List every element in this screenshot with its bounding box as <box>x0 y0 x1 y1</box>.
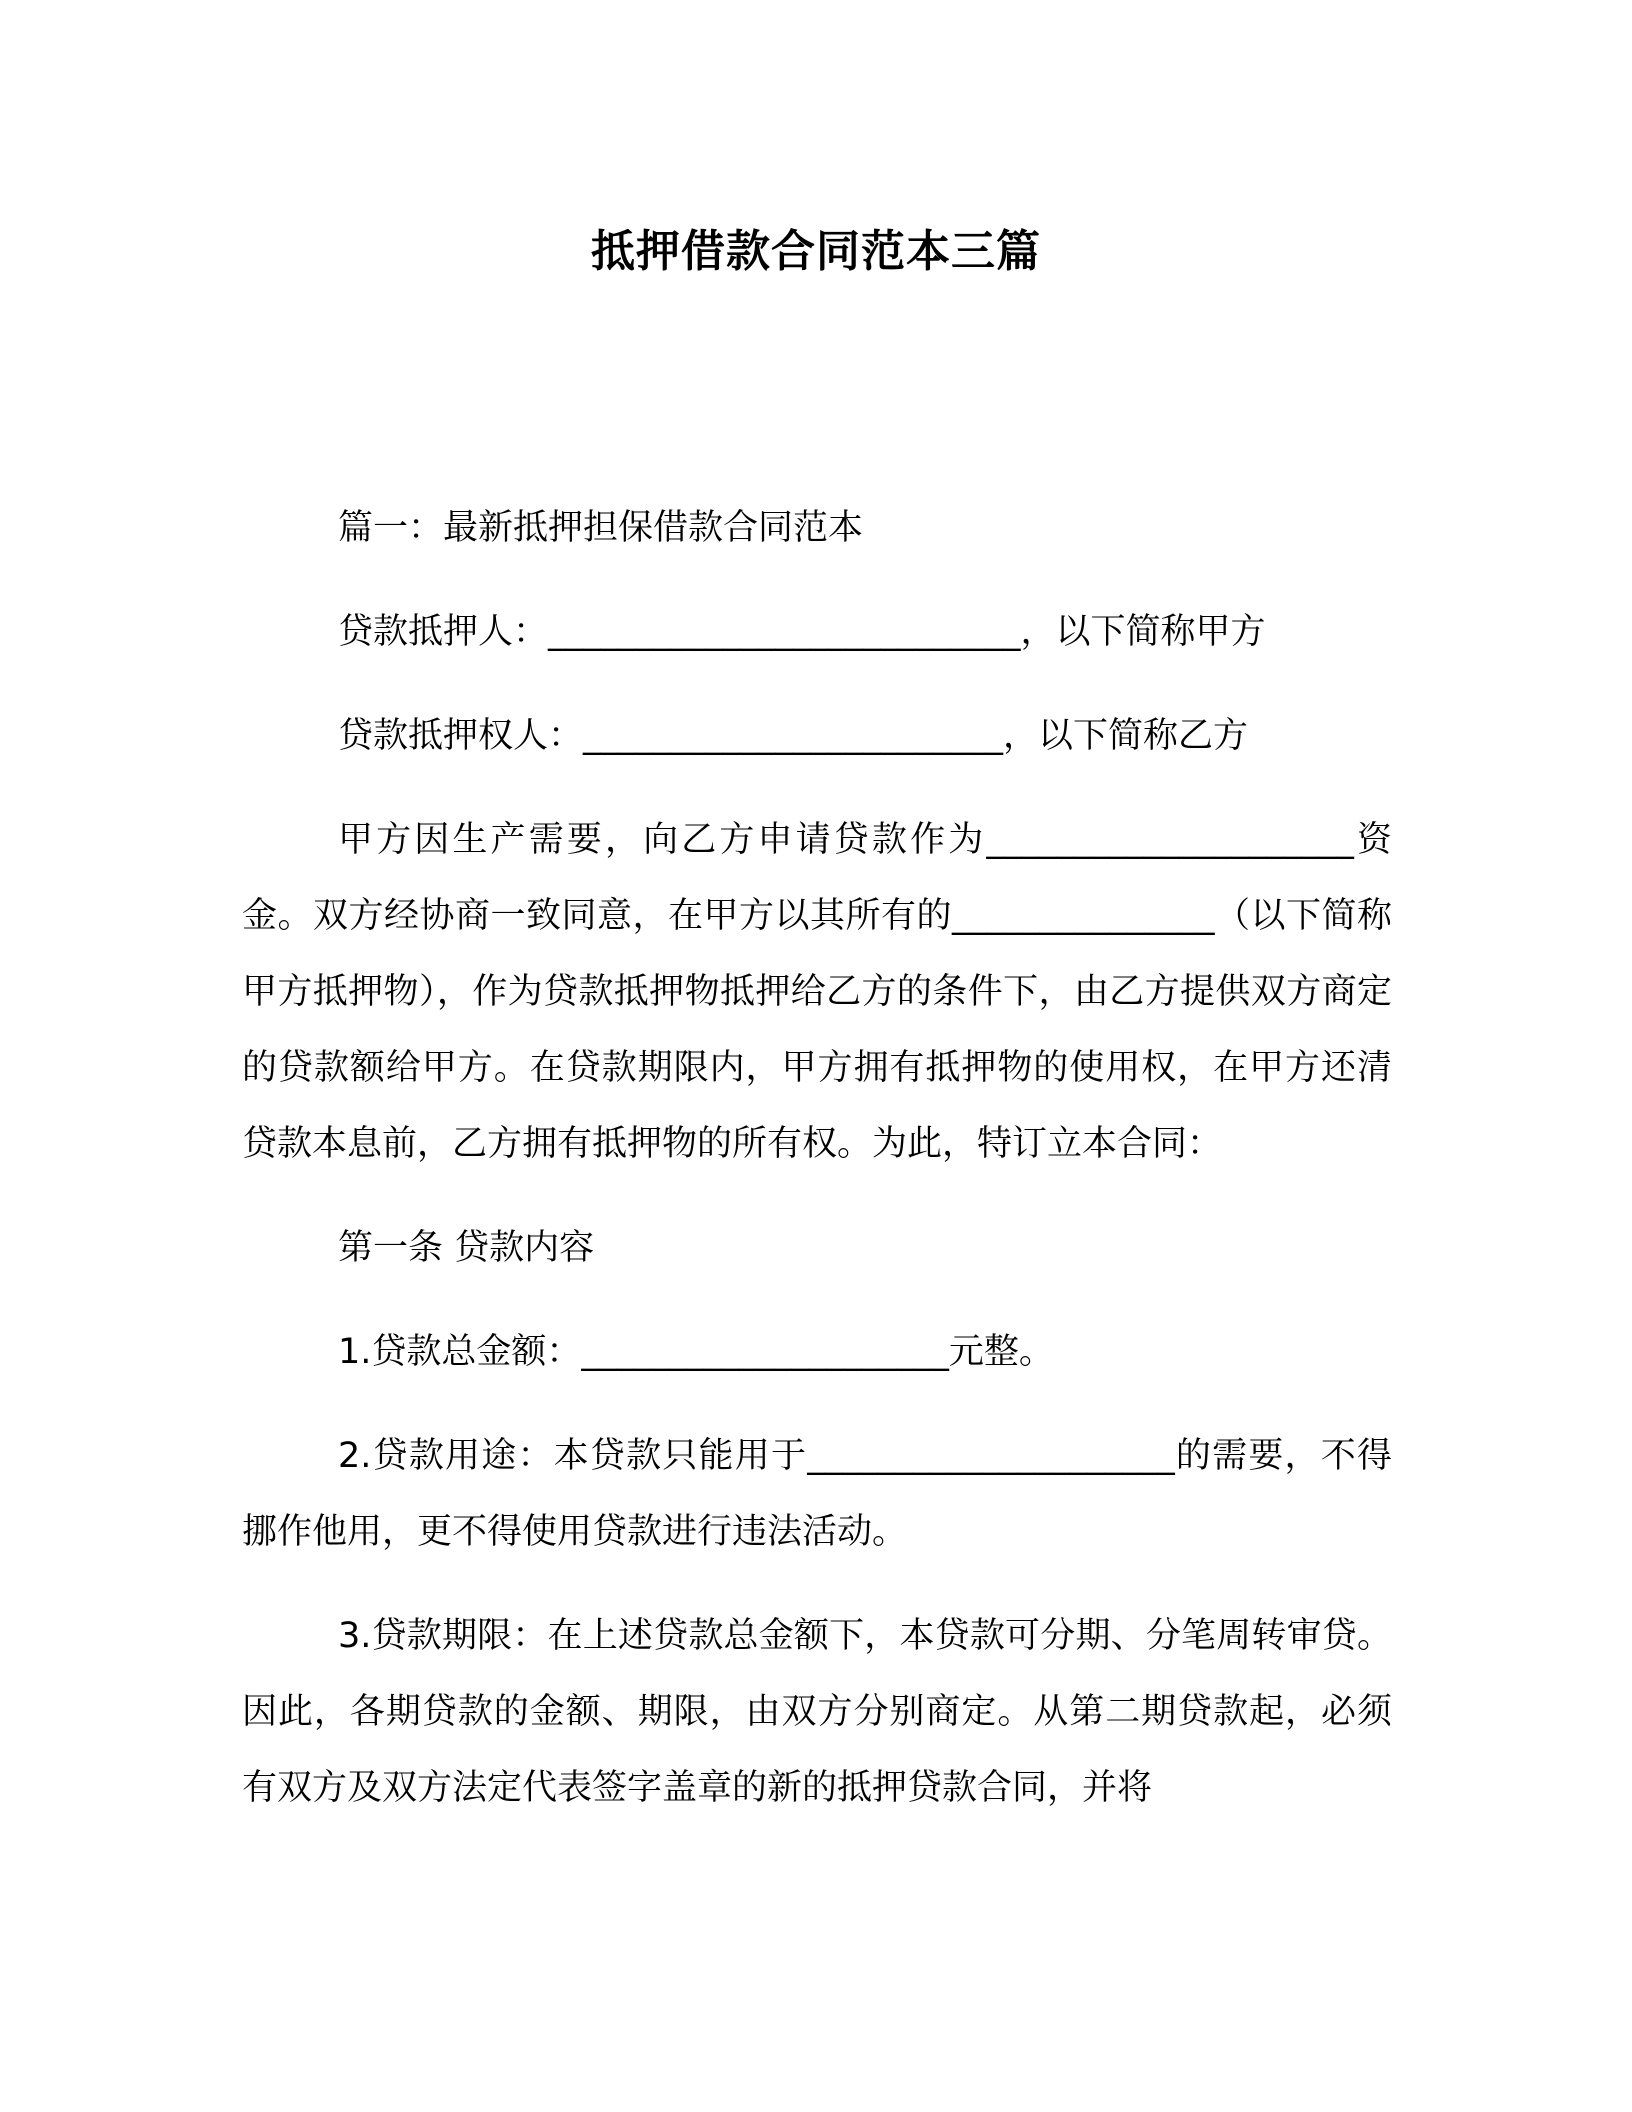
item-3-loan-term: 3.贷款期限：在上述贷款总金额下，本贷款可分期、分笔周转审贷。因此，各期贷款的金额、期限，由双方分别商定。从第二期贷款起，必须有双方及双方法定代表签字盖章的新的抵押贷款合同，并将 <box>242 1616 1392 1808</box>
item-1-total-amount: 1.贷款总金额：_____________________元整。 <box>338 1332 1054 1372</box>
mortgagee-line: 贷款抵押权人：________________________，以下简称乙方 <box>338 716 1249 756</box>
mortgagor-line: 贷款抵押人：___________________________，以下简称甲方 <box>338 612 1266 652</box>
section-heading: 篇一：最新抵押担保借款合同范本 <box>338 508 864 548</box>
article-1-heading: 第一条 贷款内容 <box>338 1228 595 1268</box>
document-title: 抵押借款合同范本三篇 <box>591 226 1041 277</box>
document-body <box>242 490 1392 1854</box>
item-2-loan-purpose: 2.贷款用途：本贷款只能用于_____________________的需要，不得挪作他用，更不得使用贷款进行违法活动。 <box>242 1436 1392 1552</box>
intro-paragraph: 甲方因生产需要，向乙方申请贷款作为_____________________资金。双方经协商一致同意，在甲方以其所有的_______________（以下简称甲方抵押物），作为贷款抵押物抵押给乙方的条件下，由乙方提供双方商定的贷款额给甲方。在贷款期限内，甲方拥有抵押物的使用权，在甲方还清贷款本息前，乙方拥有抵押物的所有权。为此，特订立本合同： <box>242 820 1392 1164</box>
